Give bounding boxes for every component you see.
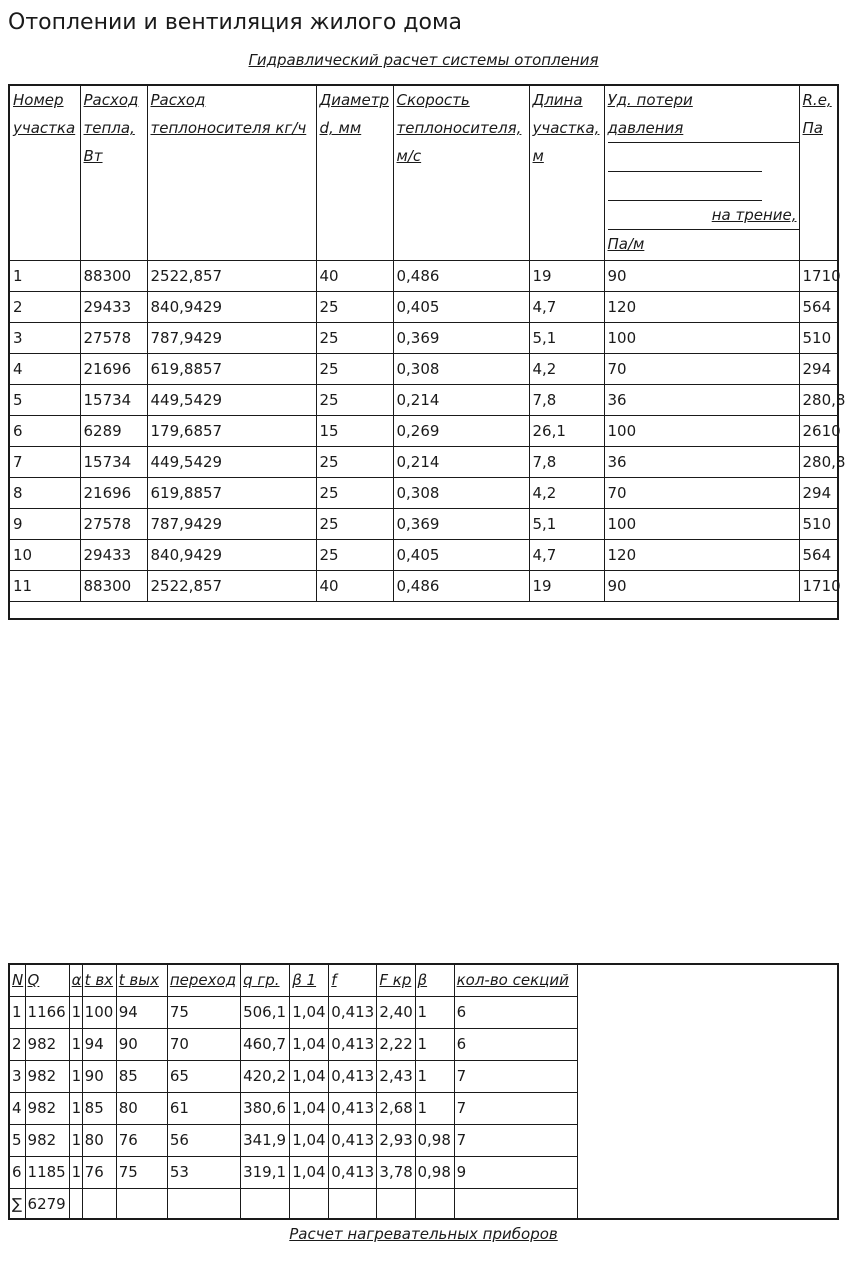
table-cell: 1,04 [290,1093,329,1125]
table-cell: 420,2 [241,1061,290,1093]
col-header: β 1 [290,965,329,997]
table-cell: 2 [10,292,80,323]
table-cell: 2,40 [377,997,415,1029]
page-title: Отоплении и вентиляция жилого дома [8,10,463,35]
col-header-specific-loss: Уд. потери давления на трение, Па/м [604,86,799,261]
table-row [10,292,839,323]
col-header: t вх [82,965,116,997]
table-cell: 19 [529,261,604,292]
table-cell: 15734 [80,447,147,478]
table-cell: 0,413 [329,1061,377,1093]
table-cell: 61 [167,1093,240,1125]
table-cell: 90 [604,261,799,292]
table-cell [454,1189,577,1221]
table-row [10,1093,578,1125]
table-cell: 1710 [799,261,839,292]
table-cell: 294 [799,354,839,385]
table-cell: 1 [69,1093,82,1125]
table-cell: 100 [82,997,116,1029]
table-header-row [10,965,578,997]
table-cell: 40 [316,571,393,602]
col-header: q гр. [241,965,290,997]
table-cell: 0,369 [393,509,529,540]
table-cell: 6279 [25,1189,69,1221]
table-cell: 1 [415,997,454,1029]
hydraulic-table-caption: Гидравлический расчет системы отопления [248,51,599,69]
table-cell: 25 [316,478,393,509]
table-cell: 0,214 [393,447,529,478]
table-cell: 564 [799,292,839,323]
table-cell [116,1189,167,1221]
table-cell: 1 [415,1061,454,1093]
table-cell: 0,98 [415,1125,454,1157]
table-cell: 4,7 [529,540,604,571]
table-cell: 15734 [80,385,147,416]
table-cell: 510 [799,509,839,540]
table-cell: 0,369 [393,323,529,354]
table-cell: 88300 [80,571,147,602]
table-cell: 0,413 [329,1093,377,1125]
table-cell: 21696 [80,478,147,509]
table-cell: 65 [167,1061,240,1093]
col-header: кол-во секций [454,965,577,997]
table-cell: 36 [604,447,799,478]
table-row [10,1029,578,1061]
table-cell: 7 [10,447,80,478]
table-cell: 510 [799,323,839,354]
table-cell: 294 [799,478,839,509]
table-cell: 5 [10,1125,25,1157]
table-cell: 90 [116,1029,167,1061]
table-header-row [10,86,839,261]
table-cell: 25 [316,354,393,385]
table-cell: 2,22 [377,1029,415,1061]
table-cell: 36 [604,385,799,416]
col-header-heat-flow: Расход тепла, Вт [80,86,147,261]
col-header: f [329,965,377,997]
table-cell: ∑ [10,1189,25,1221]
table-cell: 26,1 [529,416,604,447]
table-row [10,571,839,602]
table-row [10,478,839,509]
table-cell: 449,5429 [147,447,316,478]
table-cell: 100 [604,416,799,447]
table-cell: 6 [454,1029,577,1061]
radiator-table-frame [8,963,839,1220]
table-row [10,1061,578,1093]
table-cell: 76 [82,1157,116,1189]
table-cell: 25 [316,447,393,478]
table-cell: 1 [69,1061,82,1093]
table-cell: 0,413 [329,1157,377,1189]
table-row [10,1157,578,1189]
table-cell: 6289 [80,416,147,447]
table-cell: 1185 [25,1157,69,1189]
table-cell: 0,308 [393,478,529,509]
table-cell: 4,2 [529,478,604,509]
table-cell: 2 [10,1029,25,1061]
table-cell: 2,43 [377,1061,415,1093]
table-cell: 3 [10,1061,25,1093]
table-cell: 982 [25,1093,69,1125]
table-cell [377,1189,415,1221]
table-cell: 25 [316,540,393,571]
table-cell: 1,04 [290,1157,329,1189]
table-cell: 9 [10,509,80,540]
table-cell: 53 [167,1157,240,1189]
table-cell: 2522,857 [147,261,316,292]
table-cell: 7 [454,1061,577,1093]
col-header: β [415,965,454,997]
table-cell: 0,308 [393,354,529,385]
header-rule [608,172,762,201]
table-cell: 619,8857 [147,354,316,385]
table-total-row [10,1189,578,1221]
table-cell: 80 [82,1125,116,1157]
table-cell [69,1189,82,1221]
table-cell: 70 [604,478,799,509]
table-cell: 25 [316,385,393,416]
radiator-table-caption: Расчет нагревательных приборов [289,1225,558,1243]
table-cell [82,1189,116,1221]
table-cell: 1 [415,1029,454,1061]
col-header: Q [25,965,69,997]
table-cell: 0,405 [393,292,529,323]
table-cell: 0,269 [393,416,529,447]
table-cell: 1 [10,997,25,1029]
table-cell: 70 [167,1029,240,1061]
table-cell: 1,04 [290,1125,329,1157]
table-cell: 0,486 [393,571,529,602]
col-header-velocity: Скорость теплоносителя, м/с [393,86,529,261]
col-header: N [12,971,24,989]
table-row [10,509,839,540]
col-header: F кр [377,965,415,997]
table-cell: 787,9429 [147,509,316,540]
table-cell: 4,2 [529,354,604,385]
col-header: переход [167,965,240,997]
table-cell: 4,7 [529,292,604,323]
table-cell: 5,1 [529,509,604,540]
table-cell: 1,04 [290,1029,329,1061]
table-cell: 2,93 [377,1125,415,1157]
table-cell: 0,405 [393,540,529,571]
table-cell: 11 [10,571,80,602]
table-cell: 80 [116,1093,167,1125]
table-cell: 9 [454,1157,577,1189]
table-cell: 94 [116,997,167,1029]
table-cell: 15 [316,416,393,447]
table-cell: 982 [25,1125,69,1157]
table-cell: 85 [116,1061,167,1093]
table-cell: 982 [25,1029,69,1061]
table-cell: 3 [10,323,80,354]
table-row [10,540,839,571]
table-cell [290,1189,329,1221]
col-header-re: R.e, Па [799,86,839,261]
table-cell: 90 [82,1061,116,1093]
table-cell: 840,9429 [147,540,316,571]
table-cell: 3,78 [377,1157,415,1189]
table-cell: 1 [415,1093,454,1125]
table-cell: 76 [116,1125,167,1157]
col-header: α [69,965,82,997]
table-row [10,447,839,478]
header-rule: на трение, [608,201,799,230]
hydraulic-table [10,86,846,602]
table-cell: 25 [316,323,393,354]
table-cell: 619,8857 [147,478,316,509]
table-cell: 88300 [80,261,147,292]
table-cell: 787,9429 [147,323,316,354]
col-header-diameter: Диаметр d, мм [316,86,393,261]
table-cell: 27578 [80,323,147,354]
table-cell: 1166 [25,997,69,1029]
table-cell [415,1189,454,1221]
col-header-coolant-flow: Расход теплоносителя кг/ч [147,86,316,261]
table-cell: 0,98 [415,1157,454,1189]
table-cell: 5 [10,385,80,416]
table-cell: 100 [604,323,799,354]
col-header-section: Номер участка [13,91,76,137]
table-cell: 7,8 [529,385,604,416]
table-cell: 8 [10,478,80,509]
table-cell: 280,8 [799,447,839,478]
table-cell: 75 [167,997,240,1029]
table-cell: 25 [316,509,393,540]
table-cell: 0,214 [393,385,529,416]
table-row [10,416,839,447]
table-cell [329,1189,377,1221]
table-cell: 4 [10,1093,25,1125]
table-cell: 100 [604,509,799,540]
table-cell: 4 [10,354,80,385]
hydraulic-table-frame [8,84,846,620]
table-row [10,323,839,354]
table-row [10,354,839,385]
table-cell: 2,68 [377,1093,415,1125]
table-cell: 21696 [80,354,147,385]
radiator-table [10,965,578,1220]
table-cell: 94 [82,1029,116,1061]
table-cell: 70 [604,354,799,385]
table-cell: 1,04 [290,1061,329,1093]
table-cell: 5,1 [529,323,604,354]
table-cell: 1710 [799,571,839,602]
table-cell: 85 [82,1093,116,1125]
table-cell: 564 [799,540,839,571]
header-rule: давления [608,114,799,143]
header-rule [608,143,762,172]
table-cell: 506,1 [241,997,290,1029]
table-cell: 840,9429 [147,292,316,323]
table-cell: 40 [316,261,393,292]
table-cell: 179,6857 [147,416,316,447]
table-cell: 1 [69,1125,82,1157]
table-cell: 0,486 [393,261,529,292]
table-cell: 319,1 [241,1157,290,1189]
table-cell: 2610 [799,416,839,447]
table-cell [241,1189,290,1221]
table-cell: 56 [167,1125,240,1157]
table-cell: 10 [10,540,80,571]
table-cell: 1 [69,1157,82,1189]
table-row [10,997,578,1029]
table-cell: 7,8 [529,447,604,478]
table-cell: 19 [529,571,604,602]
table-cell: 90 [604,571,799,602]
col-header: t вых [116,965,167,997]
table-cell: 341,9 [241,1125,290,1157]
table-cell: 25 [316,292,393,323]
table-cell: 6 [10,416,80,447]
table-cell: 0,413 [329,1029,377,1061]
table-cell: 120 [604,540,799,571]
table-cell: 1 [69,997,82,1029]
table-cell: 27578 [80,509,147,540]
table-cell: 1,04 [290,997,329,1029]
table-cell: 982 [25,1061,69,1093]
table-cell: 7 [454,1093,577,1125]
table-cell: 75 [116,1157,167,1189]
table-cell: 29433 [80,292,147,323]
table-cell: 460,7 [241,1029,290,1061]
table-cell: 120 [604,292,799,323]
table-cell: 280,8 [799,385,839,416]
table-cell: 6 [454,997,577,1029]
table-cell: 29433 [80,540,147,571]
table-cell: 0,413 [329,1125,377,1157]
col-header-length: Длина участка, м [529,86,604,261]
table-cell [167,1189,240,1221]
table-cell: 1 [10,261,80,292]
table-row [10,1125,578,1157]
table-cell: 7 [454,1125,577,1157]
table-row [10,385,839,416]
table-cell: 6 [10,1157,25,1189]
table-cell: 380,6 [241,1093,290,1125]
table-cell: 449,5429 [147,385,316,416]
table-cell: 1 [69,1029,82,1061]
table-cell: 0,413 [329,997,377,1029]
table-cell: 2522,857 [147,571,316,602]
table-row [10,261,839,292]
